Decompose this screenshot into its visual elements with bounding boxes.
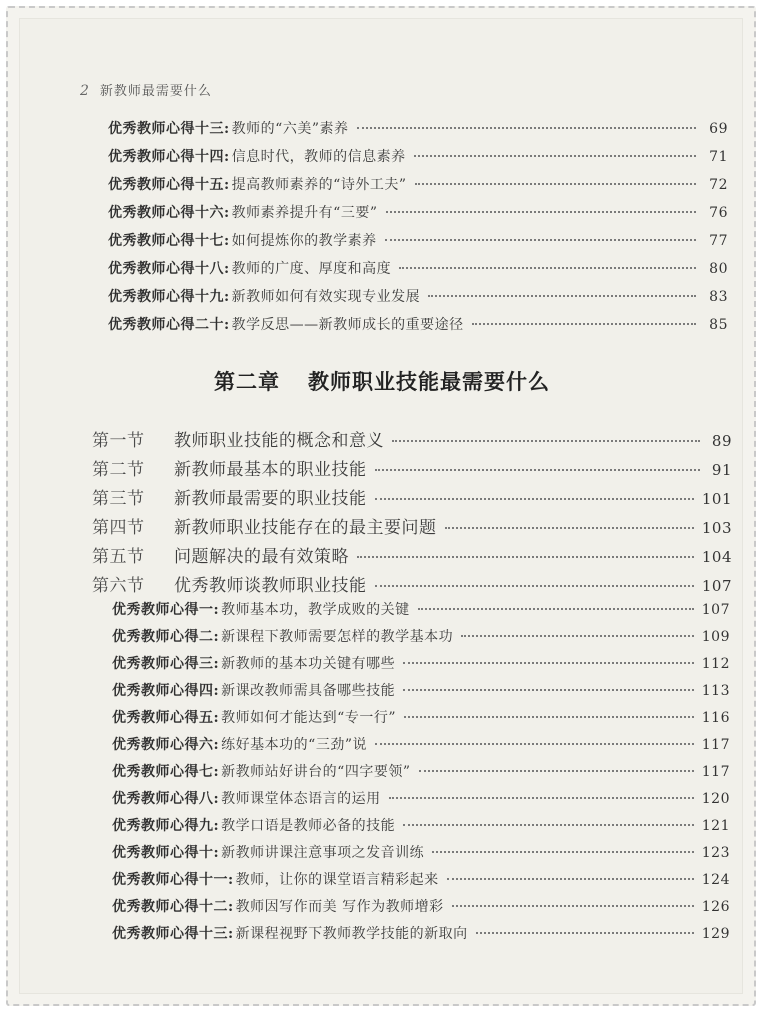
entry-label: 优秀教师心得十七 [108, 233, 224, 249]
toc-section[interactable] [92, 571, 732, 595]
section-page: 89 [711, 432, 732, 450]
entry-title: 新教师讲课注意事项之发音训练 [221, 845, 425, 861]
dot-leader [385, 239, 696, 241]
dot-leader [472, 323, 696, 325]
entry-page: 113 [701, 683, 730, 699]
chapter-title: 教师职业技能最需要什么 [308, 369, 550, 394]
entry-title: 新教师如何有效实现专业发展 [231, 289, 421, 305]
dot-leader [432, 851, 694, 853]
entry-label: 优秀教师心得十三 [108, 121, 224, 137]
header-book-title: 新教师最需要什么 [99, 84, 212, 99]
entry-title: 信息时代，教师的信息素养 [231, 149, 406, 165]
entry-page: 120 [701, 791, 730, 807]
dot-leader [452, 905, 694, 907]
toc-entry[interactable]: 优秀教师心得八 : 教师课堂体态语言的运用 120 [112, 788, 730, 812]
entry-label: 优秀教师心得二 [112, 629, 214, 645]
entry-label: 优秀教师心得六 [112, 737, 214, 753]
entry-page: 107 [701, 602, 730, 618]
dot-leader [415, 183, 697, 185]
dot-leader [399, 267, 696, 269]
entry-title: 教师，让你的课堂语言精彩起来 [235, 872, 439, 888]
entry-page: 77 [709, 233, 728, 249]
toc-entry[interactable]: 优秀教师心得十五 : 提高教师素养的“诗外工夫” 72 [108, 174, 728, 198]
entry-label: 优秀教师心得二十 [108, 317, 224, 333]
dot-leader [375, 498, 694, 500]
entry-label: 优秀教师心得九 [112, 818, 214, 834]
entry-label: 优秀教师心得十九 [108, 289, 224, 305]
entry-title: 新课程视野下教师教学技能的新取向 [235, 926, 468, 942]
entry-label: 优秀教师心得一 [112, 602, 214, 618]
entry-page: 76 [709, 205, 728, 221]
section-page: 104 [701, 548, 732, 566]
dot-leader [403, 689, 694, 691]
entry-label: 优秀教师心得十一 [112, 872, 228, 888]
entry-label: 优秀教师心得十 [112, 845, 214, 861]
toc-entry[interactable]: 优秀教师心得十六 : 教师素养提升有“三要” 76 [108, 202, 728, 226]
toc-entry[interactable]: 优秀教师心得十九 : 新教师如何有效实现专业发展 83 [108, 286, 728, 310]
entry-title: 教师素养提升有“三要” [231, 205, 378, 221]
dot-leader [403, 824, 694, 826]
toc-entry[interactable]: 优秀教师心得七 : 新教师站好讲台的“四字要领” 117 [112, 761, 730, 785]
entry-page: 117 [701, 737, 730, 753]
entry-label: 优秀教师心得十六 [108, 205, 224, 221]
section-title: 问题解决的最有效策略 [174, 547, 349, 567]
entry-page: 123 [701, 845, 730, 861]
section-page: 107 [701, 577, 732, 595]
entry-page: 124 [701, 872, 730, 888]
toc-entry[interactable]: 优秀教师心得十八 : 教师的广度、厚度和高度 80 [108, 258, 728, 282]
toc-entry[interactable]: 优秀教师心得六 : 练好基本功的“三劲”说 117 [112, 734, 730, 758]
dot-leader [414, 155, 696, 157]
toc-entry[interactable]: 优秀教师心得十七 : 如何提炼你的教学素养 77 [108, 230, 728, 254]
entry-title: 教师因写作而美 写作为教师增彩 [235, 899, 444, 915]
entry-label: 优秀教师心得八 [112, 791, 214, 807]
dot-leader [403, 662, 694, 664]
entry-title: 教师课堂体态语言的运用 [221, 791, 381, 807]
entry-page: 126 [701, 899, 730, 915]
section-label: 第四节 [92, 518, 145, 538]
toc-section[interactable] [92, 542, 732, 566]
entry-page: 69 [709, 121, 728, 137]
entry-page: 72 [709, 177, 728, 193]
toc-section[interactable] [92, 455, 732, 479]
toc-entry[interactable]: 优秀教师心得十二 : 教师因写作而美 写作为教师增彩 126 [112, 896, 730, 920]
entry-title: 教师如何才能达到“专一行” [221, 710, 396, 726]
entry-title: 教师基本功，教学成败的关键 [221, 602, 410, 618]
toc-entry[interactable]: 优秀教师心得十三 : 教师的“六美”素养 69 [108, 118, 728, 142]
section-label: 第三节 [92, 489, 145, 509]
chapter-number: 第二章 [214, 369, 280, 394]
entry-page: 85 [709, 317, 728, 333]
toc-entry[interactable]: 优秀教师心得九 : 教学口语是教师必备的技能 121 [112, 815, 730, 839]
entry-label: 优秀教师心得十二 [112, 899, 228, 915]
entry-label: 优秀教师心得十五 [108, 177, 224, 193]
dot-leader [428, 295, 696, 297]
entry-page: 71 [709, 149, 728, 165]
entry-title: 新课改教师需具备哪些技能 [221, 683, 396, 699]
section-title: 优秀教师谈教师职业技能 [174, 576, 367, 596]
toc-entry[interactable]: 优秀教师心得十 : 新教师讲课注意事项之发音训练 123 [112, 842, 730, 866]
entry-label: 优秀教师心得十八 [108, 261, 224, 277]
dot-leader [447, 878, 694, 880]
entry-page: 83 [709, 289, 728, 305]
dot-leader [375, 743, 694, 745]
section-label: 第五节 [92, 547, 145, 567]
section-title: 新教师最基本的职业技能 [174, 460, 367, 480]
entry-page: 121 [701, 818, 730, 834]
toc-section[interactable] [92, 484, 732, 508]
entry-title: 练好基本功的“三劲”说 [221, 737, 367, 753]
entry-title: 新教师的基本功关键有哪些 [221, 656, 396, 672]
entry-label: 优秀教师心得十三 [112, 926, 228, 942]
dot-leader [445, 527, 694, 529]
toc-entry[interactable]: 优秀教师心得十四 : 信息时代，教师的信息素养 71 [108, 146, 728, 170]
header-page-number: 2 [80, 83, 90, 99]
toc-entry[interactable]: 优秀教师心得四 : 新课改教师需具备哪些技能 113 [112, 680, 730, 704]
dot-leader [419, 770, 694, 772]
entry-page: 117 [701, 764, 730, 780]
dot-leader [476, 932, 694, 934]
running-header [80, 80, 212, 99]
toc-entry[interactable]: 优秀教师心得一 : 教师基本功，教学成败的关键 107 [112, 599, 730, 623]
dot-leader [404, 716, 694, 718]
section-page: 91 [711, 461, 732, 479]
entry-label: 优秀教师心得十四 [108, 149, 224, 165]
entry-title: 教学反思——新教师成长的重要途径 [231, 317, 464, 333]
entry-page: 116 [701, 710, 730, 726]
toc-section[interactable] [92, 426, 732, 450]
section-label: 第二节 [92, 460, 145, 480]
toc-entry[interactable]: 优秀教师心得十三 : 新课程视野下教师教学技能的新取向 129 [112, 923, 730, 947]
entry-title: 教学口语是教师必备的技能 [221, 818, 396, 834]
section-title: 新教师最需要的职业技能 [174, 489, 367, 509]
section-page: 101 [701, 490, 732, 508]
dot-leader [392, 440, 700, 442]
entry-label: 优秀教师心得五 [112, 710, 214, 726]
entry-page: 109 [701, 629, 730, 645]
section-title: 教师职业技能的概念和意义 [174, 431, 384, 451]
entry-label: 优秀教师心得四 [112, 683, 214, 699]
section-page: 103 [701, 519, 732, 537]
entry-title: 提高教师素养的“诗外工夫” [231, 177, 407, 193]
entry-page: 112 [701, 656, 730, 672]
entry-title: 教师的广度、厚度和高度 [231, 261, 392, 277]
entry-page: 80 [709, 261, 728, 277]
dot-leader [375, 585, 694, 587]
chapter-heading[interactable] [0, 366, 764, 396]
entry-title: 新课程下教师需要怎样的教学基本功 [221, 629, 454, 645]
entry-label: 优秀教师心得三 [112, 656, 214, 672]
dot-leader [375, 469, 701, 471]
dot-leader [461, 635, 694, 637]
toc-section[interactable] [92, 513, 732, 537]
dot-leader [389, 797, 694, 799]
section-title: 新教师职业技能存在的最主要问题 [174, 518, 437, 538]
dot-leader [418, 608, 694, 610]
entry-label: 优秀教师心得七 [112, 764, 214, 780]
toc-entry[interactable]: 优秀教师心得十一 : 教师，让你的课堂语言精彩起来 124 [112, 869, 730, 893]
dot-leader [357, 556, 694, 558]
dot-leader [386, 211, 697, 213]
entry-title: 教师的“六美”素养 [231, 121, 349, 137]
toc-entry[interactable]: 优秀教师心得二十 : 教学反思——新教师成长的重要途径 85 [108, 314, 728, 338]
section-label: 第六节 [92, 576, 145, 596]
entry-title: 新教师站好讲台的“四字要领” [221, 764, 411, 780]
toc-entry[interactable]: 优秀教师心得五 : 教师如何才能达到“专一行” 116 [112, 707, 730, 731]
toc-entry[interactable]: 优秀教师心得二 : 新课程下教师需要怎样的教学基本功 109 [112, 626, 730, 650]
entry-title: 如何提炼你的教学素养 [231, 233, 377, 249]
section-label: 第一节 [92, 431, 145, 451]
entry-page: 129 [701, 926, 730, 942]
dot-leader [357, 127, 697, 129]
toc-entry[interactable]: 优秀教师心得三 : 新教师的基本功关键有哪些 112 [112, 653, 730, 677]
